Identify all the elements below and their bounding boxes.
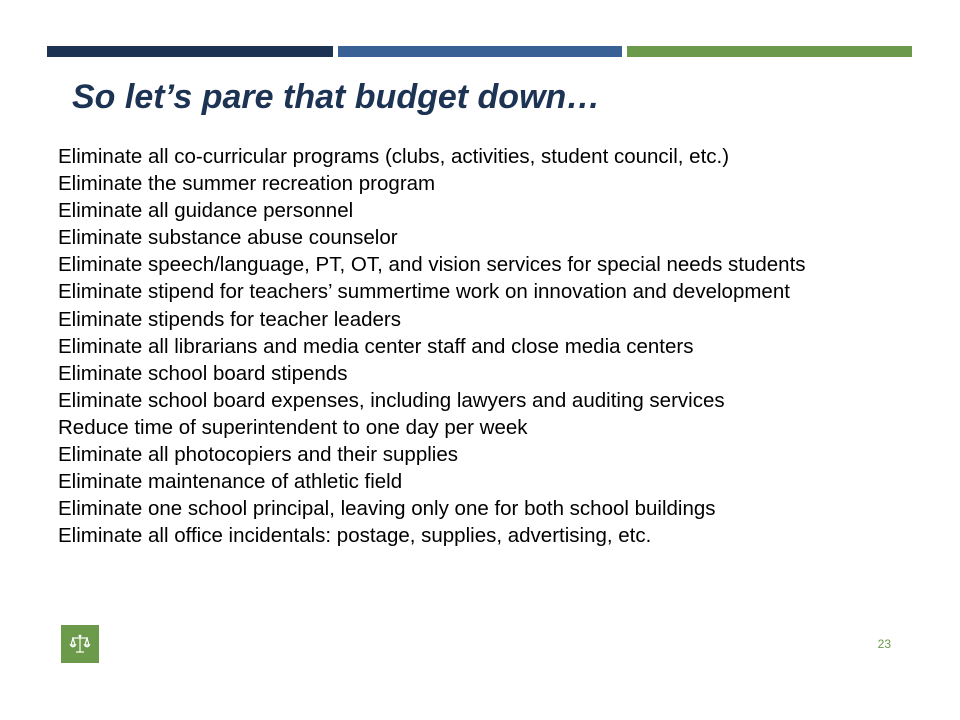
list-item: Eliminate school board expenses, including lawyers and auditing services [58, 388, 725, 412]
list-item: Eliminate speech/language, PT, OT, and vision services for special needs students [58, 253, 806, 277]
list-item: Eliminate maintenance of athletic field [58, 470, 403, 494]
list-item: Eliminate school board stipends [58, 361, 348, 385]
list-item: Eliminate all co-curricular programs (clubs, activities, student council, etc.) [58, 145, 730, 168]
scales-icon [61, 625, 99, 663]
list-item: Eliminate all guidance personnel [58, 199, 354, 223]
budget-cut-list [58, 143, 806, 549]
header-bar-blue [338, 46, 622, 57]
list-item: Eliminate all photocopiers and their supplies [58, 443, 458, 467]
list-item: Eliminate all office incidentals: postage, supplies, advertising, etc. [58, 524, 652, 548]
list-item: Reduce time of superintendent to one day per week [58, 415, 528, 439]
list-item: Eliminate stipend for teachers’ summertime work on innovation and development [58, 280, 790, 304]
header-bar-green [627, 46, 912, 57]
slide-number: 23 [877, 637, 891, 651]
list-item: Eliminate all librarians and media center staff and close media centers [58, 334, 694, 358]
list-item: Eliminate one school principal, leaving only one for both school buildings [58, 497, 716, 521]
list-item: Eliminate stipends for teacher leaders [58, 307, 401, 331]
list-item: Eliminate substance abuse counselor [58, 226, 398, 250]
header-bar-navy [47, 46, 333, 57]
list-item: Eliminate the summer recreation program [58, 172, 436, 196]
slide-title: So let’s pare that budget down… [72, 78, 601, 116]
logo [61, 625, 99, 663]
